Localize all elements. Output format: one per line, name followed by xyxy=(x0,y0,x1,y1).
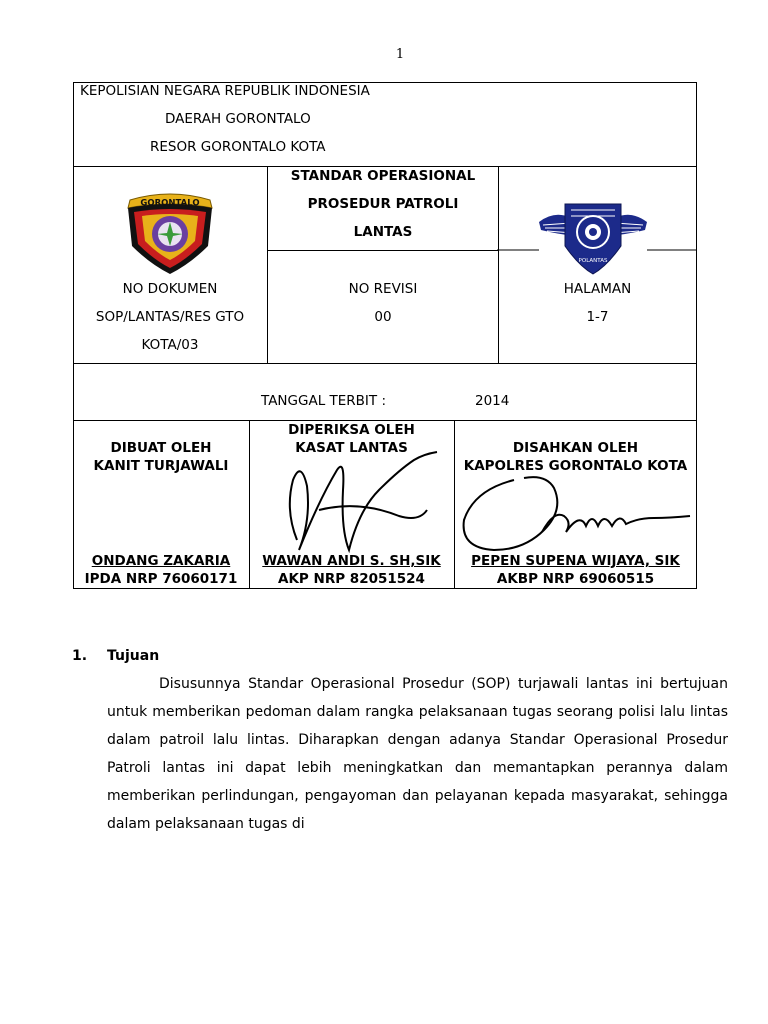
halaman-value: 1-7 xyxy=(586,309,609,325)
halaman-label: HALAMAN xyxy=(563,281,632,297)
section-number: 1. xyxy=(72,648,88,664)
paragraph-text: Disusunnya Standar Operasional Prosedur (SOP) turjawali lantas ini bertujuan untuk memberikan pedoman dalam rangka pelaksanaan tugas seorang polisi lalu lintas dalam patroil lalu lintas. Diharapkan dengan adanya Standar Operasional Prosedur Patroli lantas ini dapat lebih meningkatkan dan memantapkan perannya dalam memberikan perlindungan, pengayoman dan pelayanan kepada masyarakat, sehingga dalam pelaksanaan tugas di xyxy=(107,676,728,832)
sig3-role-2: KAPOLRES GORONTALO KOTA xyxy=(463,458,688,474)
org-line-1: KEPOLISIAN NEGARA REPUBLIK INDONESIA xyxy=(80,83,370,99)
sig2-name: WAWAN ANDI S. SH,SIK xyxy=(262,553,441,569)
section-title: Tujuan xyxy=(107,648,160,664)
sig3-role-1: DISAHKAN OLEH xyxy=(512,440,639,456)
no-dokumen-label: NO DOKUMEN xyxy=(122,281,218,297)
gorontalo-police-badge-icon xyxy=(120,186,220,276)
no-revisi-label: NO REVISI xyxy=(348,281,418,297)
page-number: 1 xyxy=(395,47,405,62)
title-line-2: PROSEDUR PATROLI xyxy=(307,196,459,212)
col-divider xyxy=(267,166,268,363)
title-line-1: STANDAR OPERASIONAL xyxy=(290,168,476,184)
sig1-name: ONDANG ZAKARIA xyxy=(91,553,231,569)
tanggal-terbit-value: 2014 xyxy=(475,393,510,409)
sig2-rank: AKP NRP 82051524 xyxy=(278,571,425,587)
badge-label: GORONTALO xyxy=(140,198,200,209)
sig1-rank: IPDA NRP 76060171 xyxy=(84,571,238,587)
no-revisi-value: 00 xyxy=(374,309,392,325)
col-divider xyxy=(498,166,499,363)
no-dokumen-value-1: SOP/LANTAS/RES GTO xyxy=(95,309,245,325)
row-divider xyxy=(267,250,499,251)
row-divider xyxy=(73,363,697,364)
org-line-2: DAERAH GORONTALO xyxy=(165,111,311,127)
row-divider xyxy=(73,420,697,421)
tanggal-terbit-label: TANGGAL TERBIT : xyxy=(261,393,386,409)
no-dokumen-value-2: KOTA/03 xyxy=(141,337,199,353)
row-divider xyxy=(73,166,697,167)
section-paragraph xyxy=(107,670,728,838)
signature-1-scribble xyxy=(249,440,454,560)
emblem-label: POLANTAS xyxy=(578,258,608,264)
org-line-3: RESOR GORONTALO KOTA xyxy=(150,139,326,155)
signature-2-scribble xyxy=(454,440,697,560)
sig3-rank: AKBP NRP 69060515 xyxy=(496,571,655,587)
sig1-role-1: DIBUAT OLEH xyxy=(110,440,212,456)
sig3-name: PEPEN SUPENA WIJAYA, SIK xyxy=(471,553,680,569)
sig1-role-2: KANIT TURJAWALI xyxy=(93,458,229,474)
polantas-winged-emblem-icon xyxy=(537,192,649,282)
title-line-3: LANTAS xyxy=(353,224,413,240)
sig2-role-2: KASAT LANTAS xyxy=(295,440,408,456)
sig2-role-1: DIPERIKSA OLEH xyxy=(288,422,415,438)
